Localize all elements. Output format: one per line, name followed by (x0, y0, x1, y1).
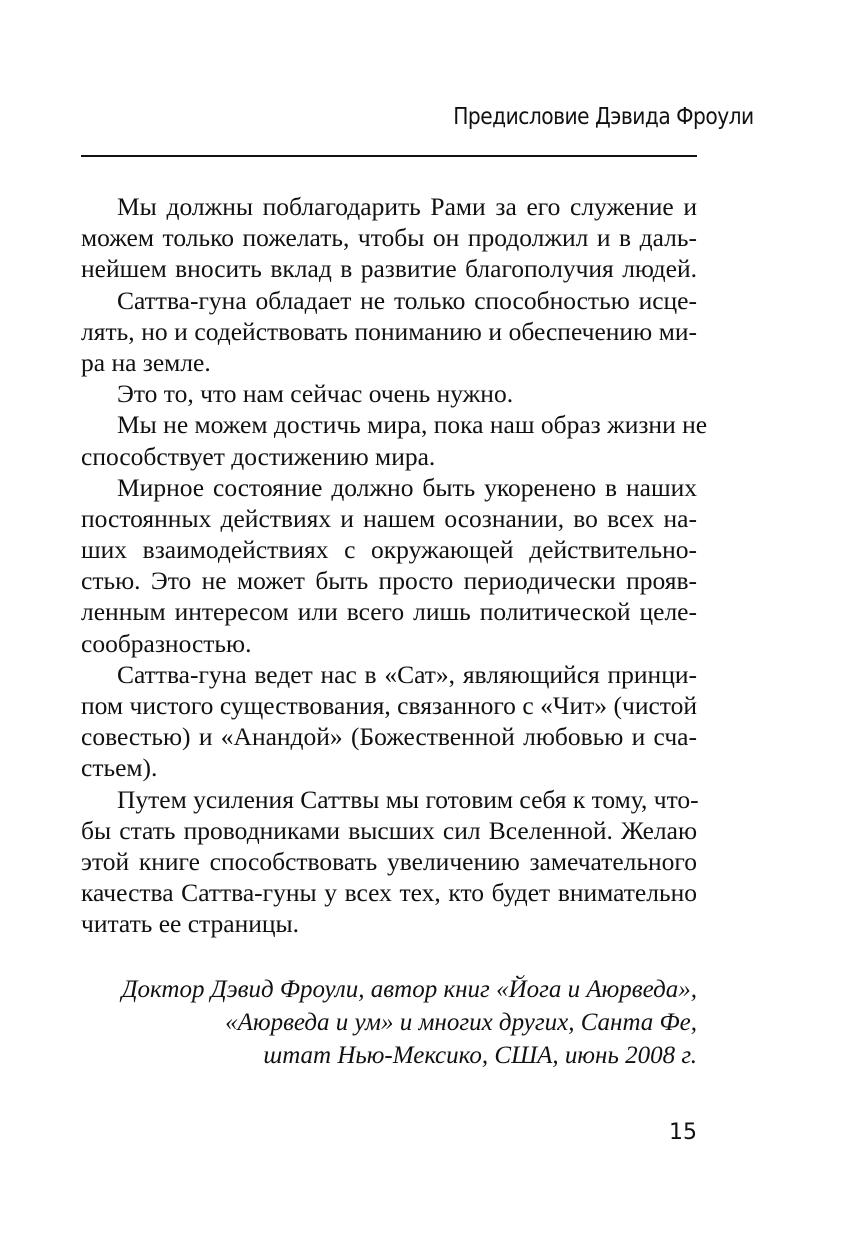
signature-line: Доктор Дэвид Фроули, автор книг «Йога и Аюрведа», (121, 976, 697, 1003)
signature-line: штат Нью-Мексико, США, июнь 2008 г. (263, 1042, 697, 1069)
text-line: Мы должны поблагодарить Рами за его служение и (117, 192, 697, 221)
text-line: бы стать проводниками высших сил Вселенной. Желаю (81, 815, 697, 845)
text-line: лять, но и содействовать пониманию и обеспечению ми- (81, 316, 697, 346)
text-line: Мирное состояние должно быть укоренено в наших (117, 472, 697, 502)
text-line: можем только пожелать, чтобы он продолжил и в даль- (81, 223, 697, 253)
text-line: постоянных действиях и нашем осознании, во всех на- (81, 503, 697, 533)
text-line: сообразностью. (81, 628, 252, 658)
text-line: ленным интересом или всего лишь политической целе- (81, 597, 697, 627)
text-line: стью. Это не может быть просто периодически прояв- (81, 566, 697, 596)
header-rule (81, 155, 697, 157)
running-header: Предисловие Дэвида Фроули (453, 104, 754, 130)
text-line: нейшем вносить вклад в развитие благополучия людей. (81, 254, 697, 284)
text-line: ра на земле. (81, 347, 211, 377)
text-line: качества Саттва-гуны у всех тех, кто будет внимательно (81, 878, 697, 908)
text-line: Саттва-гуна обладает не только способностью исце- (117, 285, 697, 315)
author-signature (81, 973, 697, 1072)
text-line: способствует достижению мира. (81, 441, 436, 471)
text-line: читать ее страницы. (81, 909, 300, 939)
text-line: ших взаимодействиях с окружающей действительно- (81, 535, 697, 565)
page-number: 15 (669, 1120, 697, 1145)
text-line: совестью) и «Анандой» (Божественной любовью и сча- (81, 722, 697, 752)
text-line: Мы не можем достичь мира, пока наш образ жизни не (117, 410, 708, 440)
body-text (81, 191, 708, 940)
text-line: Путем усиления Саттвы мы готовим себя к тому, что- (117, 784, 699, 814)
text-line: Это то, что нам сейчас очень нужно. (117, 379, 514, 409)
signature-line: «Аюрведа и ум» и многих других, Санта Фе, (225, 1009, 697, 1036)
text-line: Саттва-гуна ведет нас в «Сат», являющийся принци- (117, 659, 697, 689)
text-line: этой книге способствовать увеличению замечательного (81, 846, 697, 876)
text-line: пом чистого существования, связанного с «Чит» (чистой (81, 691, 697, 720)
text-line: стьем). (81, 753, 158, 783)
